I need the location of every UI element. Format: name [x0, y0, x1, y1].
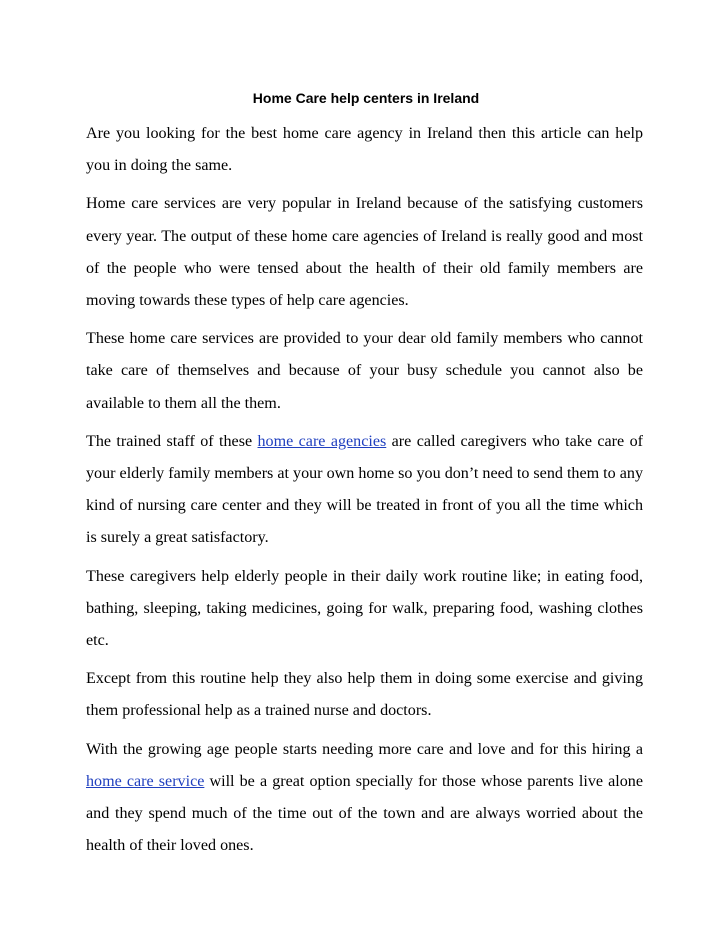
home-care-agencies-link[interactable]: home care agencies: [257, 432, 387, 450]
paragraph-growing-age: [86, 734, 643, 863]
paragraph-text: The trained staff of these: [86, 432, 258, 450]
paragraph-text: With the growing age people starts needing more care and love and for this hiring a: [86, 740, 643, 758]
paragraph-intro: Are you looking for the best home care agency in Ireland then this article can help you in doing the same.: [86, 125, 643, 175]
paragraph-trained-staff: [86, 426, 643, 555]
paragraph-daily-routine: These caregivers help elderly people in their daily work routine like; in eating food, bathing, sleeping, taking medicines, going for walk, preparing food, washing clothes etc.: [86, 567, 643, 650]
home-care-service-link[interactable]: home care service: [86, 772, 205, 790]
paragraph-services: These home care services are provided to your dear old family members who cannot take care of themselves and because of your busy schedule you cannot also be available to them all the them.: [86, 330, 643, 412]
document-page: [86, 88, 643, 868]
paragraph-popularity: Home care services are very popular in Ireland because of the satisfying customers every year. The output of these home care agencies of Ireland is really good and most of the people who were tensed about the health of their old family members are moving towards these types of help care agencies.: [86, 195, 643, 310]
document-title: Home Care help centers in Ireland: [252, 90, 480, 106]
paragraph-exercise: Except from this routine help they also help them in doing some exercise and giving them professional help as a trained nurse and doctors.: [86, 670, 643, 720]
paragraph-text: will be a great option specially for those whose parents live alone and they spend much of the time out of the town and are always worried about the health of their loved ones.: [86, 772, 643, 855]
paragraph-text: are called caregivers who take care of your elderly family members at your own home so you don’t need to send them to any kind of nursing care center and they will be treated in front of you all the time which is surely a great satisfactory.: [86, 432, 643, 547]
